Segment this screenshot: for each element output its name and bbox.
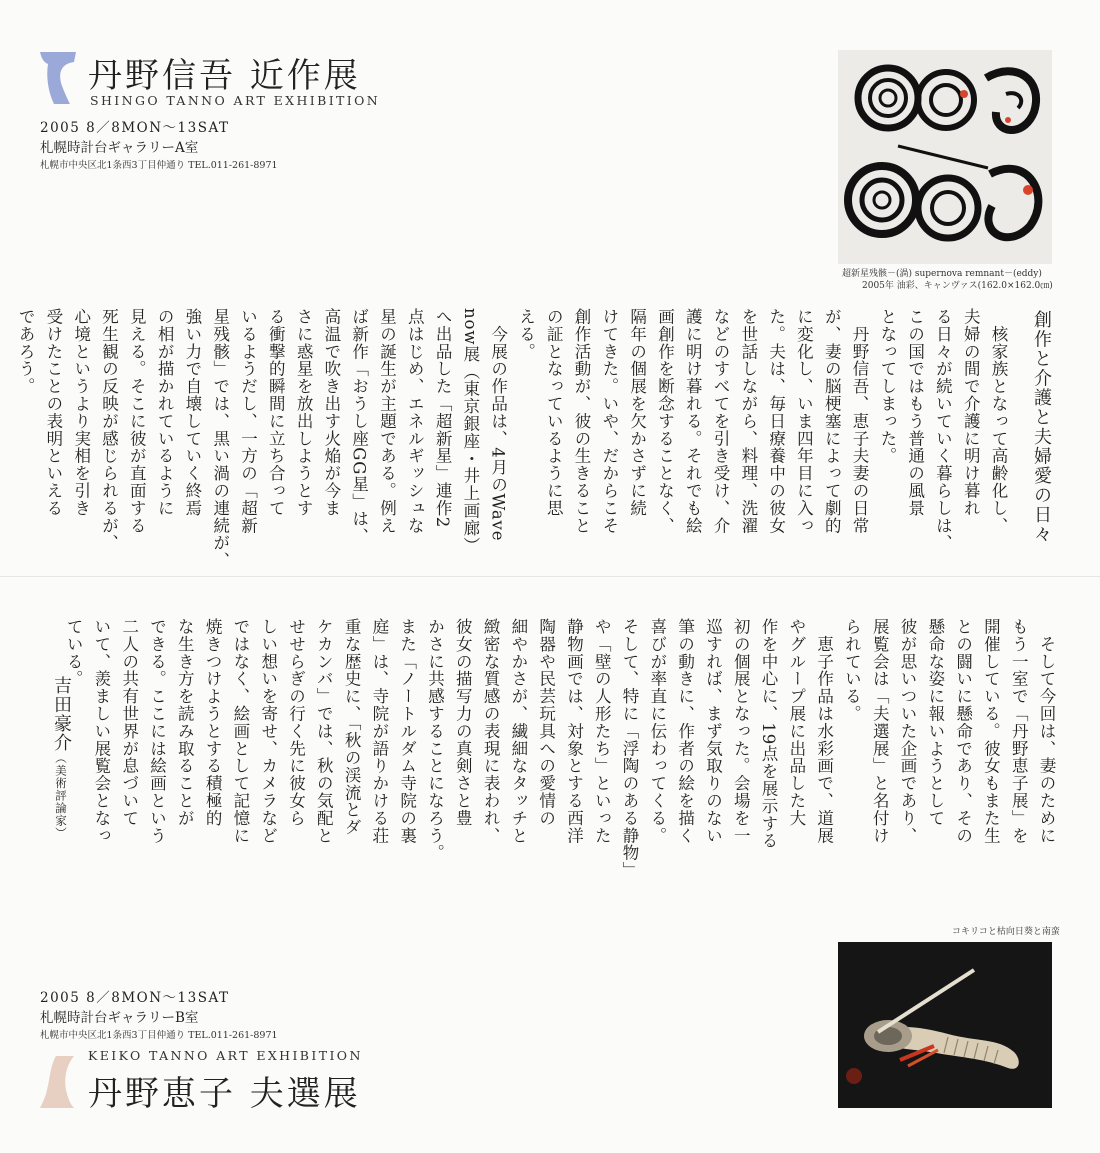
- blue-tab-mark: [40, 52, 76, 104]
- exhibition-1-title: 丹野信吾 近作展: [88, 56, 361, 96]
- peach-tab-mark: [40, 1056, 74, 1108]
- painting-kokiriko-sunflower: [838, 942, 1052, 1108]
- painting-1-caption-medium: 2005年 油彩、キャンヴァス(162.0×162.0㎝): [862, 281, 1053, 291]
- exhibition-2-dates: 2005 8／8MON～13SAT: [40, 990, 230, 1006]
- painting-supernova-remnant: [838, 50, 1052, 264]
- essay-title: 創作と介護と夫婦愛の日々: [1031, 310, 1052, 544]
- author-role: （美術評論家）: [54, 752, 68, 840]
- essay-lower-text: そして今回は、妻のために もう一室で「丹野恵子展」を 開催している。彼女もまた生 との闘いに懸命であり、その 懸命な姿に報いようとして 彼が思いついた企画であり、 展覧会は「夫選展」と名付け られている。 恵子作品は水彩画で、道展 やグループ展に出品した大 作を中心に、19点を展示する 初の個展となった。会場を一 巡すれば、まず気取りのない 筆の動きに、作者の絵を描く 喜びが率直に伝わってくる。 そして、特に「浮陶のある静物」 や「壁の人形たち」といった 静物画では、対象とする西洋 陶器や民芸玩具への愛情の 細やかさが、繊細なタッチと 緻密な質感の表現に表われ、 彼女の描写力の真剣さと豊 かさに共感することになろう。 また「ノートルダム寺院の裏 庭」は、寺院が語りかける荘 重な歴史に、「秋の渓流とダ ケカンバ」では、秋の気配と せせらぎの行く先に彼女ら しい想いを寄せ、カメラなど ではなく、絵画として記憶に 焼きつけようとする積極的 な生き方を読み取ることが できる。ここには絵画という 二人の共有世界が息づいて いて、羨ましい展覧会となっ ている。: [64, 618, 1056, 879]
- exhibition-1-venue: 札幌時計台ギャラリーA室: [40, 140, 199, 156]
- painting-2-caption: コキリコと枯向日葵と南蛮: [952, 927, 1060, 937]
- exhibition-2-address: 札幌市中央区北1条西3丁目仲通り TEL.011-261-8971: [40, 1030, 278, 1041]
- exhibition-1-address: 札幌市中央区北1条西3丁目仲通り TEL.011-261-8971: [40, 160, 278, 171]
- exhibition-1-dates: 2005 8／8MON～13SAT: [40, 120, 230, 136]
- painting-1-caption-title: 超新星残骸－(渦) supernova remnant－(eddy): [842, 269, 1042, 279]
- essay-author: [48, 676, 74, 840]
- exhibition-2-title-en: KEIKO TANNO ART EXHIBITION: [88, 1048, 363, 1063]
- fold-line: [0, 576, 1100, 577]
- essay-upper-text: 核家族となって高齢化し、 夫婦の間で介護に明け暮れ る日々が続いていく暮らしは、 この国ではもう普通の風景 となってしまった。 丹野信吾、恵子夫妻の日常 が、妻の脳梗塞によって劇的 に変化し、いま四年目に入っ た。夫は、毎日療養中の彼女 を世話しながら、料理、洗濯 などのすべてを引き受け、介 護に明け暮れる。それでも絵 画創作を断念することなく、 隔年の個展を欠かさずに続 けてきた。いや、だからこそ 創作活動が、彼の生きること の証となっているように思 える。 今展の作品は、4月のWave now展（東京銀座・井上画廊） へ出品した「超新星」連作2 点はじめ、エネルギッシュな 星の誕生が主題である。例え ば新作「おうし座GG星」は、 高温で吹き出す火焔が今ま さに惑星を放出しようとす る衝撃的瞬間に立ち合って いるようだし、一方の「超新 星残骸」では、黒い渦の連続が、 強い力で自壊していく終焉 の相が描かれているように 見える。そこに彼が直面する 死生観の反映が感じられるが、 心境というより実相を引き 受けたことの表明といえる であろう。: [16, 308, 1008, 569]
- exhibition-1-title-en: SHINGO TANNO ART EXHIBITION: [90, 93, 381, 108]
- exhibition-2-title: 丹野恵子 夫選展: [88, 1074, 361, 1114]
- author-name: 吉田豪介: [51, 676, 72, 752]
- exhibition-2-venue: 札幌時計台ギャラリーB室: [40, 1010, 199, 1026]
